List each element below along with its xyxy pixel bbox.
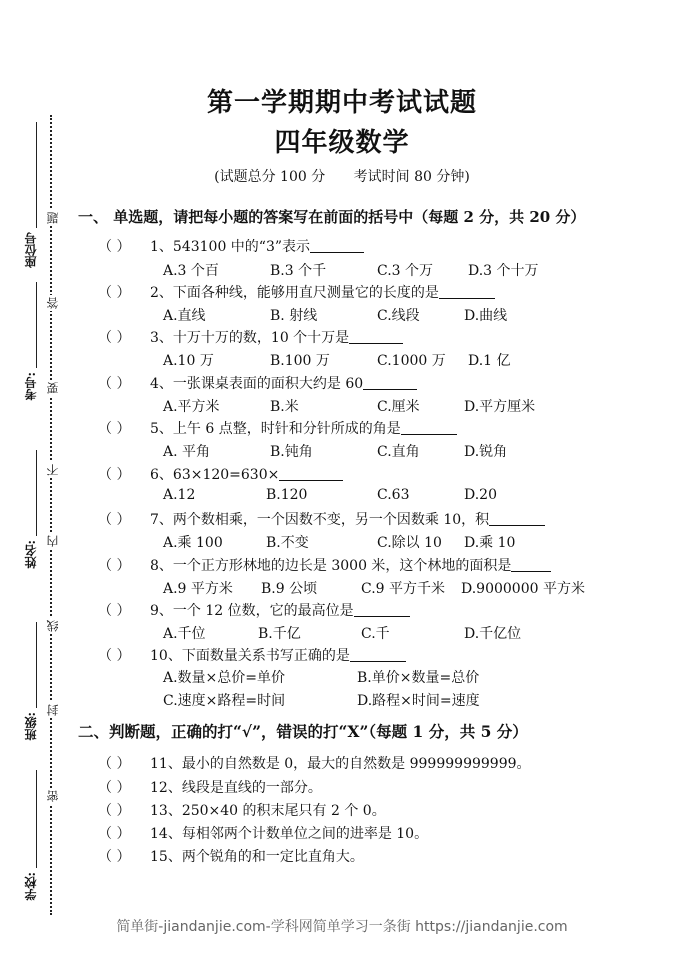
option: B.3 个千 [270,263,327,279]
question-15 [98,846,364,866]
question-8 [98,555,551,575]
option: C.1000 万 [377,353,446,369]
seal-char: 答 [46,297,60,309]
option: D.锐角 [464,444,508,460]
option: A.直线 [163,308,206,324]
answer-paren[interactable]: （ ） [98,803,131,819]
option: C.线段 [377,308,420,324]
option: A.千位 [163,626,206,642]
option: C.63 [377,487,410,503]
question-text: 13、250×40 的积末尾只有 2 个 0。 [150,803,386,819]
question-text: 2、下面各种线，能够用直尺测量它的长度的是 [150,285,439,301]
question-text: 6、63×120=630× [150,467,280,483]
field-name: 姓名: [24,540,38,569]
section-title-single-choice: 一、 单选题，请把每小题的答案写在前面的括号中（每题 2 分，共 20 分） [78,208,586,226]
answer-paren[interactable]: （ ） [98,330,131,346]
option: D.曲线 [464,308,508,324]
option: A.平方米 [163,399,220,415]
option: D.乘 10 [464,535,516,551]
question-text: 8、一个正方形林地的边长是 3000 米，这个林地的面积是 [150,558,512,574]
page-subtitle: 四年级数学 [274,128,410,158]
question-2 [98,282,495,302]
question-13 [98,800,386,820]
option: B. 射线 [270,308,318,324]
question-10 [98,645,406,665]
question-text: 12、线段是直线的一部分。 [150,780,322,796]
question-1 [98,236,364,256]
answer-paren[interactable]: （ ） [98,421,131,437]
question-9 [98,600,410,620]
answer-paren[interactable]: （ ） [98,467,131,483]
question-11 [98,753,531,773]
question-text: 14、每相邻两个计数单位之间的进率是 10。 [150,826,429,842]
answer-blank [489,511,545,526]
answer-blank [401,420,457,435]
option: D.1 亿 [468,353,511,369]
option: D.20 [464,487,497,503]
option: B.米 [270,399,299,415]
answer-paren[interactable]: （ ） [98,512,131,528]
answer-blank [279,466,343,481]
footer-watermark: 简单街-jiandanjie.com-学科网简单学习一条街 https://jiandanjie.com [116,919,568,935]
seal-char: 要 [46,382,60,394]
question-text: 1、543100 中的“3”表示 [150,239,311,255]
field-line[interactable] [36,282,37,368]
question-4 [98,373,417,393]
option: A.10 万 [163,353,214,369]
answer-blank [350,647,406,662]
field-line[interactable] [36,450,37,536]
answer-paren[interactable]: （ ） [98,239,131,255]
field-line[interactable] [36,770,37,868]
option: B.9 公顷 [261,581,318,597]
option: D.3 个十万 [468,263,539,279]
seal-char: 封 [46,704,60,716]
answer-paren[interactable]: （ ） [98,603,131,619]
option: C.直角 [377,444,420,460]
question-text: 3、十万十万的数，10 个十万是 [150,330,350,346]
field-school: 学校: [24,872,38,901]
seal-char: 密 [46,790,60,802]
answer-paren[interactable]: （ ） [98,285,131,301]
seal-char: 内 [46,535,60,547]
answer-blank [363,375,417,390]
option: C.3 个万 [377,263,434,279]
answer-paren[interactable]: （ ） [98,558,131,574]
exam-time-info: 考试时间 80 分钟) [353,169,470,185]
question-text: 10、下面数量关系书写正确的是 [150,648,350,664]
option: D.平方厘米 [464,399,536,415]
question-text: 4、一张课桌表面的面积大约是 60 [150,376,364,392]
question-12 [98,777,322,797]
option: D.9000000 平方米 [461,581,585,597]
field-line[interactable] [36,622,37,708]
field-seat-number: 座位号 [24,232,38,268]
section-title-true-false: 二、判断题，正确的打“√”，错误的打“X”（每题 1 分，共 5 分） [78,722,528,741]
answer-paren[interactable]: （ ） [98,849,131,865]
option: D.千亿位 [464,626,522,642]
question-text: 5、上午 6 点整，时针和分针所成的角是 [150,421,401,437]
answer-blank [511,557,551,572]
answer-paren[interactable]: （ ） [98,780,131,796]
option: B.100 万 [270,353,330,369]
option: B.120 [266,487,308,503]
option: A.12 [163,487,196,503]
question-text: 11、最小的自然数是 0，最大的自然数是 999999999999。 [150,756,531,772]
option: B.千亿 [258,626,301,642]
total-score-info: (试题总分 100 分 [214,169,326,185]
option: C.厘米 [377,399,420,415]
option: A.乘 100 [163,535,223,551]
question-6 [98,464,343,484]
seal-char: 不 [46,464,60,476]
answer-blank [439,284,495,299]
option: C.9 平方千米 [361,581,446,597]
page-title: 第一学期期中考试试题 [206,88,477,118]
option: A. 平角 [163,444,211,460]
field-exam-number: 考号: [24,372,38,401]
seal-char: 题 [46,212,60,224]
option: A.9 平方米 [163,581,233,597]
question-7 [98,509,545,529]
question-5 [98,418,457,438]
question-text: 15、两个锐角的和一定比直角大。 [150,849,364,865]
option: A.3 个百 [163,263,219,279]
option: C.除以 10 [377,535,442,551]
option: C.速度×路程=时间 [163,693,286,709]
option: B.不变 [266,535,309,551]
option: D.路程×时间=速度 [357,693,480,709]
answer-paren[interactable]: （ ） [98,648,131,664]
answer-paren[interactable]: （ ） [98,826,131,842]
answer-paren[interactable]: （ ） [98,376,131,392]
exam-info [0,166,684,186]
option: B.钝角 [270,444,313,460]
question-14 [98,823,428,843]
question-text: 9、一个 12 位数，它的最高位是 [150,603,354,619]
option: B.单价×数量=总价 [357,670,480,686]
option: C.千 [361,626,390,642]
question-text: 7、两个数相乘，一个因数不变，另一个因数乘 10，积 [150,512,490,528]
answer-blank [349,329,403,344]
field-class: 班级: [24,712,38,741]
option: A.数量×总价=单价 [163,670,286,686]
question-3 [98,327,403,347]
answer-blank [310,238,364,253]
seal-char: 线 [46,620,60,632]
answer-paren[interactable]: （ ） [98,756,131,772]
answer-blank [354,602,410,617]
